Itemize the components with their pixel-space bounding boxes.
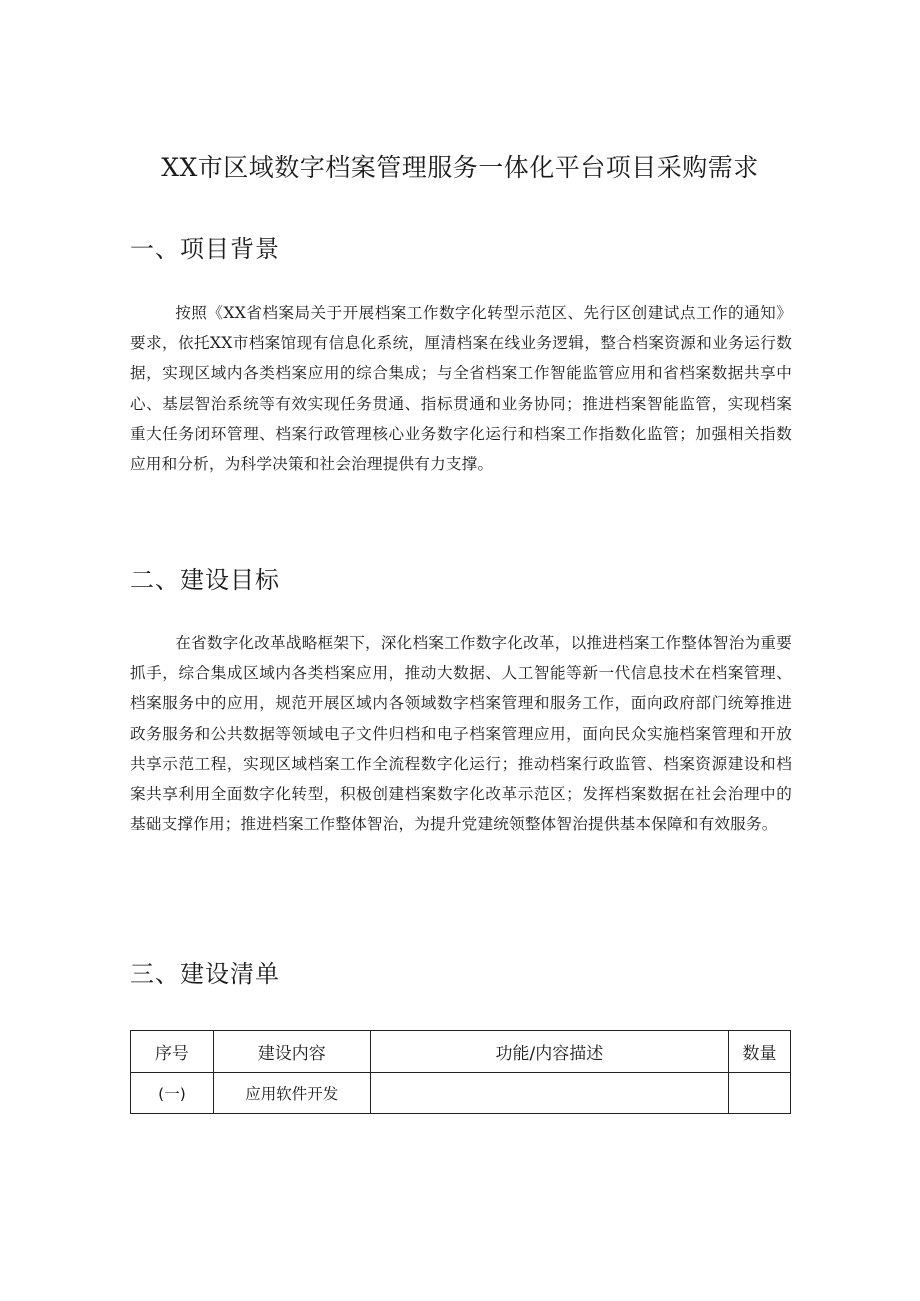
table-header-row: [131, 1031, 791, 1073]
section-heading-goals: 二、建设目标: [130, 566, 280, 594]
paragraph-background: 按照《XX省档案局关于开展档案工作数字化转型示范区、先行区创建试点工作的通知》要求，依托XX市档案馆现有信息化系统，厘清档案在线业务逻辑，整合档案资源和业务运行数据，实现区域内各类档案应用的综合集成；与全省档案工作智能监管应用和省档案数据共享中心、基层智治系统等有效实现任务贯通、指标贯通和业务协同；推进档案智能监管，实现档案重大任务闭环管理、档案行政管理核心业务数字化运行和档案工作指数化监管；加强相关指数应用和分析，为科学决策和社会治理提供有力支撑。: [130, 304, 792, 474]
header-description: 功能/内容描述: [370, 1031, 728, 1073]
cell-content: 应用软件开发: [213, 1073, 370, 1114]
paragraph-goals: 在省数字化改革战略框架下，深化档案工作数字化改革，以推进档案工作整体智治为重要抓手，综合集成区域内各类档案应用，推动大数据、人工智能等新一代信息技术在档案管理、档案服务中的应用，规范开展区域内各领域数字档案管理和服务工作，面向政府部门统筹推进政务服务和公共数据等领域电子文件归档和电子档案管理应用，面向民众实施档案管理和开放共享示范工程，实现区域档案工作全流程数字化运行；推动档案行政监管、档案资源建设和档案共享利用全面数字化转型，积极创建档案数字化改革示范区；发挥档案数据在社会治理中的基础支撑作用；推进档案工作整体智治，为提升党建统领整体智治提供基本保障和有效服务。: [130, 634, 792, 834]
section-heading-background: 一、项目背景: [130, 235, 280, 263]
header-quantity: 数量: [729, 1031, 791, 1073]
section-heading-list: 三、建设清单: [130, 960, 280, 988]
document-title: XX市区域数字档案管理服务一体化平台项目采购需求: [161, 153, 759, 182]
header-content: 建设内容: [213, 1031, 370, 1073]
cell-index: (一): [131, 1073, 214, 1114]
header-index: 序号: [131, 1031, 214, 1073]
cell-description: [370, 1073, 728, 1114]
construction-list-table: [130, 1030, 791, 1114]
cell-quantity: [729, 1073, 791, 1114]
table-row: [131, 1073, 791, 1114]
